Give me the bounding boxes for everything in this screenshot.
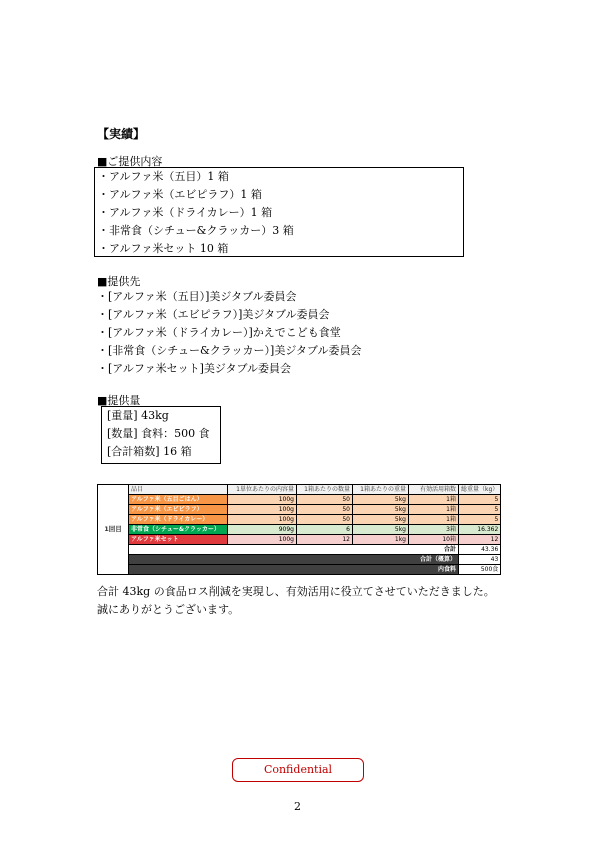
- row-unit: 909g: [228, 525, 297, 535]
- sum-label: 合計: [129, 545, 459, 555]
- row-boxes: 3箱: [409, 525, 459, 535]
- quantity-title: ■提供量: [97, 394, 141, 407]
- table-row: [98, 495, 501, 505]
- table-row: [98, 535, 501, 545]
- row-item: アルファ米セット: [129, 535, 228, 545]
- row-item: 非常食（シチュー&クラッカー）: [129, 525, 228, 535]
- row-item: アルファ米（ドライカレー）: [129, 515, 228, 525]
- offered-item: ・非常食（シチュー&クラッカー）3 箱: [98, 224, 294, 237]
- offered-contents-title: ■ご提供内容: [97, 155, 163, 168]
- recipients-list: [97, 288, 361, 378]
- table-row: [98, 525, 501, 535]
- row-total: 5: [459, 505, 501, 515]
- food-row: [98, 565, 501, 575]
- sum-row: [98, 545, 501, 555]
- row-total: 16.362: [459, 525, 501, 535]
- approx-value: 43: [459, 555, 501, 565]
- offered-item: ・アルファ米セット 10 箱: [98, 242, 229, 255]
- row-total: 12: [459, 535, 501, 545]
- row-per-box: 6: [297, 525, 353, 535]
- row-per-box: 12: [297, 535, 353, 545]
- row-unit: 100g: [228, 515, 297, 525]
- row-box-weight: 5kg: [353, 525, 409, 535]
- row-unit: 100g: [228, 535, 297, 545]
- row-per-box: 50: [297, 515, 353, 525]
- row-boxes: 1箱: [409, 515, 459, 525]
- recipients-title: ■提供先: [97, 275, 141, 288]
- offered-item: ・アルファ米（エビピラフ）1 箱: [98, 188, 262, 201]
- table-header: 品目: [129, 485, 228, 495]
- row-box-weight: 5kg: [353, 505, 409, 515]
- row-unit: 100g: [228, 495, 297, 505]
- row-per-box: 50: [297, 505, 353, 515]
- table-header: 有効活用箱数: [409, 485, 459, 495]
- row-boxes: 10箱: [409, 535, 459, 545]
- offered-item: ・アルファ米（五目）1 箱: [98, 170, 229, 183]
- row-box-weight: 5kg: [353, 495, 409, 505]
- closing-text: [97, 583, 495, 619]
- row-per-box: 50: [297, 495, 353, 505]
- food-label: 内食料: [129, 565, 459, 575]
- quantity-item: [合計箱数] 16 箱: [107, 445, 192, 458]
- results-table: [97, 484, 501, 575]
- table-row: [98, 515, 501, 525]
- quantity-box: [101, 406, 221, 464]
- approx-label: 合計（概算）: [129, 555, 459, 565]
- section-heading: 【実績】: [97, 127, 146, 141]
- row-total: 5: [459, 495, 501, 505]
- offered-item: ・アルファ米（ドライカレー）1 箱: [98, 206, 273, 219]
- row-item: アルファ米（エビピラフ）: [129, 505, 228, 515]
- recipient-item: ・[アルファ米（ドライカレー）]かえでこども食堂: [97, 326, 341, 339]
- row-box-weight: 1kg: [353, 535, 409, 545]
- page-number: 2: [294, 800, 301, 813]
- row-boxes: 1箱: [409, 505, 459, 515]
- row-box-weight: 5kg: [353, 515, 409, 525]
- table-header: 1単位あたりの内容量: [228, 485, 297, 495]
- offered-contents-box: [94, 167, 464, 257]
- row-total: 5: [459, 515, 501, 525]
- table-header: 1箱あたりの数量: [297, 485, 353, 495]
- table-header: 1箱あたりの重量: [353, 485, 409, 495]
- row-unit: 100g: [228, 505, 297, 515]
- table-row: [98, 505, 501, 515]
- recipient-item: ・[アルファ米セット]美ジタブル委員会: [97, 362, 292, 375]
- recipient-item: ・[非常食（シチュー&クラッカー）]美ジタブル委員会: [97, 344, 362, 357]
- closing-line: 合計 43kg の食品ロス削減を実現し、有効活用に役立てさせていただきました。: [97, 585, 495, 598]
- round-label: 1回目: [98, 485, 129, 575]
- table-header-row: [98, 485, 501, 495]
- row-boxes: 1箱: [409, 495, 459, 505]
- quantity-item: [数量] 食料：500 食: [107, 427, 210, 440]
- confidential-label: Confidential: [232, 758, 364, 782]
- food-value: 500食: [459, 565, 501, 575]
- table-header: 総重量（kg）: [459, 485, 501, 495]
- closing-line: 誠にありがとうございます。: [97, 603, 240, 616]
- row-item: アルファ米（五目ごはん）: [129, 495, 228, 505]
- recipient-item: ・[アルファ米（五目）]美ジタブル委員会: [97, 290, 297, 303]
- quantity-item: [重量] 43kg: [107, 409, 169, 422]
- approx-row: [98, 555, 501, 565]
- sum-value: 43.36: [459, 545, 501, 555]
- recipient-item: ・[アルファ米（エビピラフ）]美ジタブル委員会: [97, 308, 330, 321]
